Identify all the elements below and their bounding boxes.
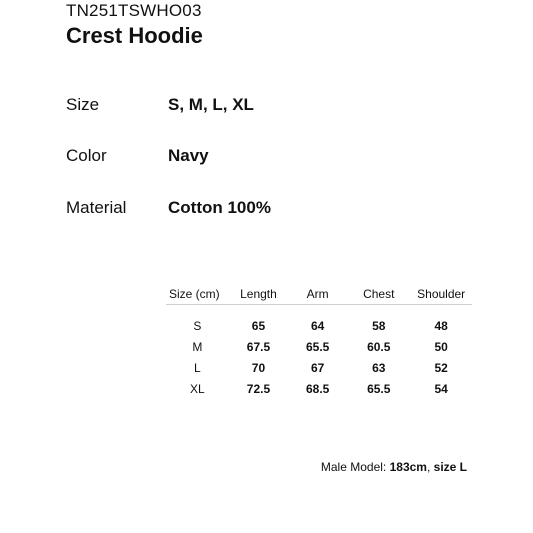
model-height: 183cm [389, 460, 427, 474]
header-arm: Arm [288, 284, 347, 305]
spec-row-color [66, 145, 486, 167]
model-note-prefix: Male Model: [320, 460, 390, 474]
spec-value: S, M, L, XL [168, 95, 254, 114]
model-note [321, 459, 467, 475]
table-spacer [166, 305, 472, 316]
table-row [166, 357, 472, 378]
model-note-separator: , [426, 460, 434, 474]
header-chest: Chest [347, 284, 410, 305]
size-chart-table [166, 284, 472, 399]
row-size: XL [190, 381, 205, 396]
header-size: Size (cm) [166, 284, 229, 305]
row-length: 72.5 [246, 381, 271, 396]
size-chart-header-row [166, 284, 472, 305]
row-length: 70 [251, 360, 266, 375]
row-size: L [194, 360, 201, 375]
table-row [166, 378, 472, 399]
row-arm: 65.5 [305, 339, 330, 354]
spec-label: Color [66, 146, 107, 165]
row-arm: 68.5 [305, 381, 330, 396]
product-name: Crest Hoodie [66, 23, 203, 48]
table-row [166, 336, 472, 357]
table-row [166, 315, 472, 336]
spec-label: Material [66, 198, 127, 217]
row-shoulder: 48 [434, 318, 448, 333]
row-arm: 64 [310, 318, 325, 333]
row-length: 65 [251, 318, 266, 333]
product-code: TN251TSWHO03 [66, 1, 202, 20]
row-chest: 58 [372, 318, 386, 333]
row-arm: 67 [310, 360, 325, 375]
row-shoulder: 50 [434, 339, 448, 354]
row-shoulder: 54 [434, 381, 448, 396]
header-length: Length [229, 284, 288, 305]
spec-label: Size [66, 95, 100, 114]
row-shoulder: 52 [434, 360, 448, 375]
row-chest: 65.5 [367, 381, 391, 396]
model-size: size L [433, 460, 467, 474]
spec-row-size [66, 94, 486, 116]
spec-value: Navy [168, 146, 209, 165]
spec-value: Cotton 100% [168, 198, 271, 217]
row-chest: 60.5 [367, 339, 391, 354]
row-size: M [192, 339, 203, 354]
spec-row-material [66, 197, 486, 219]
header-shoulder: Shoulder [410, 284, 472, 305]
row-length: 67.5 [246, 339, 271, 354]
row-size: S [193, 318, 202, 333]
row-chest: 63 [372, 360, 386, 375]
